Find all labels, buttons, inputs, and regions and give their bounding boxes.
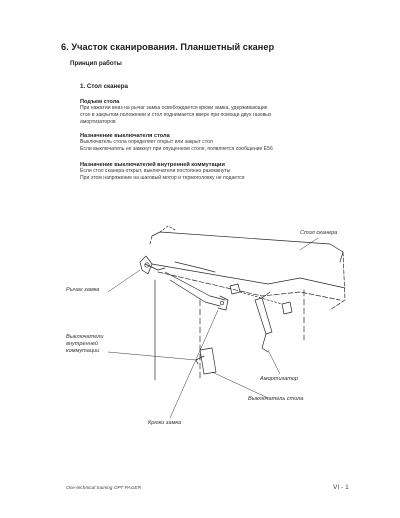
- frame-rail-lower: [158, 272, 340, 300]
- subsection-heading: 1. Стол сканера: [80, 83, 128, 90]
- hook-arm-2: [170, 280, 220, 306]
- bracket-part: [282, 302, 292, 314]
- table-top-outline: [152, 232, 343, 262]
- dashed-link: [240, 292, 282, 304]
- label-damper: Амортизатор: [260, 376, 299, 382]
- switch-block: [200, 348, 216, 374]
- block-heading-table-lift: Подъем стола: [80, 99, 120, 105]
- label-line: коммутации: [66, 348, 100, 354]
- table-top-edge: [150, 236, 152, 244]
- page-title: 6. Участок сканирования. Планшетный сканер: [61, 42, 275, 52]
- table-right-edge: [330, 252, 345, 310]
- label-lock-hooks: Крюки замка: [148, 420, 182, 426]
- label-line: Выключатели: [66, 334, 104, 340]
- text-line: Если стол сканера открыт, выключатели постоянно разомкнуты: [80, 168, 231, 174]
- text-line: стол в закрытом положении и стол поднимается вверх при помощи двух газовых: [80, 112, 272, 118]
- leader-line-damper: [268, 350, 280, 374]
- hook-pivot: [220, 301, 224, 305]
- label-lock-lever: Рычаг замка: [66, 287, 100, 293]
- label-internal-switches: [66, 334, 103, 355]
- section-heading: Принцип работы: [70, 60, 122, 67]
- label-scanner-table: Стол сканера: [300, 230, 338, 236]
- hook: [218, 296, 228, 310]
- footer-left: Oce-technical training ОРТ PAGER: [66, 486, 142, 491]
- text-line: При нажатии вниз на рычаг замка освобождается крюки замка, удерживающие: [80, 105, 268, 111]
- lock-lever: [140, 256, 152, 274]
- text-line: При этом напряжение на шаговый мотор и термоголовку не подается: [80, 175, 245, 181]
- label-table-switch: Выключатель стола: [248, 396, 304, 402]
- bracket-part: [230, 284, 240, 294]
- text-line: амортизаторов: [80, 119, 116, 125]
- leader-line-lock-lever: [108, 270, 140, 292]
- text-line: Выключатель стола определяет открыт или закрыт стол: [80, 139, 213, 145]
- text-line: Если выключатель не замкнут при опущенном столе, появляется сообщение E56: [80, 146, 273, 152]
- leader-line-scanner-table: [300, 238, 318, 250]
- block-heading-internal-switches: Назначение выключателей внутренней коммутации: [80, 162, 225, 168]
- damper-body: [255, 298, 272, 334]
- leader-line-lock-hooks: [170, 310, 218, 418]
- frame-crossbar: [175, 262, 215, 272]
- block-heading-table-switch: Назначение выключателя стола: [80, 133, 170, 139]
- leader-line-internal-switches: [108, 352, 196, 360]
- damper-mount: [262, 334, 268, 352]
- frame-rail-upper: [152, 264, 345, 288]
- label-line: внутренней: [66, 341, 98, 347]
- page-number: VI - 1: [333, 484, 349, 491]
- table-rear-edge: [160, 226, 175, 232]
